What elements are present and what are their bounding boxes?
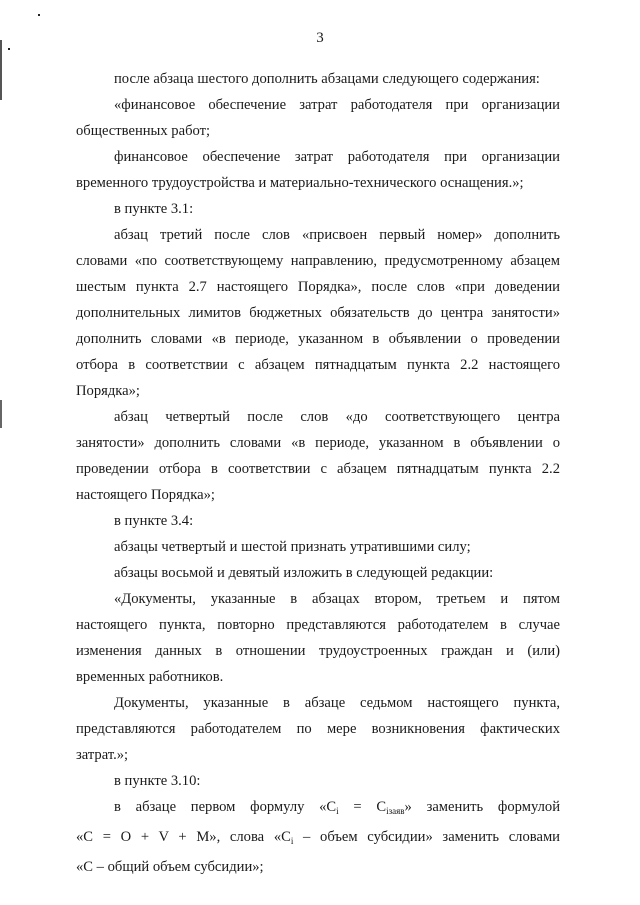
paragraph-point-3-1 [76,196,560,222]
text-line: абзац четвертый после слов «до соответствующего центра [114,409,560,425]
text-line: словами «по соответствующему направлению, предусмотренному абзацем [76,253,560,269]
paragraph-add-paragraphs [76,66,560,92]
text-line: изменения данных в отношении трудоустроенных граждан и (или) [76,643,560,659]
text-line: проведении отбора в соответствии с абзацем пятнадцатым пункта 2.2 [76,461,560,477]
text-line: в пункте 3.1: [114,201,194,217]
scan-artifact-mark [38,14,40,16]
scan-artifact-dot [8,48,10,50]
text-line: дополнить словами «в периоде, указанном в объявлении о проведении [76,331,560,347]
formula-line-1 [76,794,560,824]
text-line: «финансовое обеспечение затрат работодателя при организации [114,97,560,113]
text-line: общественных работ; [76,123,211,139]
document-body [76,66,560,880]
paragraph-point-3-4 [76,508,560,534]
text-line: настоящего Порядка»; [76,487,215,503]
formula-text: «C = O + V + M», слова «C [76,829,291,845]
scan-artifact-edge-lower [0,400,2,428]
scan-artifact-edge [0,40,2,100]
text-line: занятости» дополнить словами «в периоде, указанном в объявлении о [76,435,560,451]
text-line: «Документы, указанные в абзацах втором, третьем и пятом [114,591,560,607]
paragraph-formula-replacement [76,794,560,880]
formula-text: в абзаце первом формулу «C [114,799,337,815]
text-line: финансовое обеспечение затрат работодателя при организации [114,149,560,165]
formula-subscript: i [290,836,294,846]
paragraph-point-3-10 [76,768,560,794]
text-line: дополнительных лимитов бюджетных обязательств до центра занятости» [76,305,560,321]
paragraph-public-works [76,92,560,144]
text-line: Порядка»; [76,383,140,399]
paragraph-invalidate [76,534,560,560]
text-line: абзацы восьмой и девятый изложить в следующей редакции: [114,565,494,581]
formula-text: = C [338,799,387,815]
formula-text: » заменить формулой [404,799,560,815]
text-line: затрат.»; [76,747,129,763]
formula-line-2 [76,824,560,854]
text-line: абзац третий после слов «присвоен первый номер» дополнить [114,227,560,243]
paragraph-third-abzac [76,222,560,404]
text-line: временных работников. [76,669,224,685]
paragraph-temporary-employment [76,144,560,196]
paragraph-new-edition [76,560,560,586]
formula-subscript: i [336,806,339,816]
text-line: настоящего пункта, повторно представляются работодателем в случае [76,617,560,633]
text-line: шестым пункта 2.7 настоящего Порядка», после слов «при доведении [76,279,560,295]
formula-text: – объем субсидии» заменить словами [293,829,560,845]
text-line: представляются работодателем по мере возникновения фактических [76,721,560,737]
text-line: в пункте 3.4: [114,513,194,529]
text-line: отбора в соответствии с абзацем пятнадцатым пункта 2.2 настоящего [76,357,560,373]
formula-subscript: iзаяв [386,806,405,816]
text-line: абзацы четвертый и шестой признать утратившими силу; [114,539,471,555]
page-number: 3 [316,30,324,46]
text-line: Документы, указанные в абзаце седьмом настоящего пункта, [114,695,560,711]
formula-line-3: «C – общий объем субсидии»; [76,859,264,875]
paragraph-documents-resubmit [76,586,560,690]
text-line: в пункте 3.10: [114,773,201,789]
paragraph-documents-actual-costs [76,690,560,768]
text-line: после абзаца шестого дополнить абзацами следующего содержания: [114,71,540,87]
text-line: временного трудоустройства и материально-технического оснащения.»; [76,175,524,191]
paragraph-fourth-abzac [76,404,560,508]
